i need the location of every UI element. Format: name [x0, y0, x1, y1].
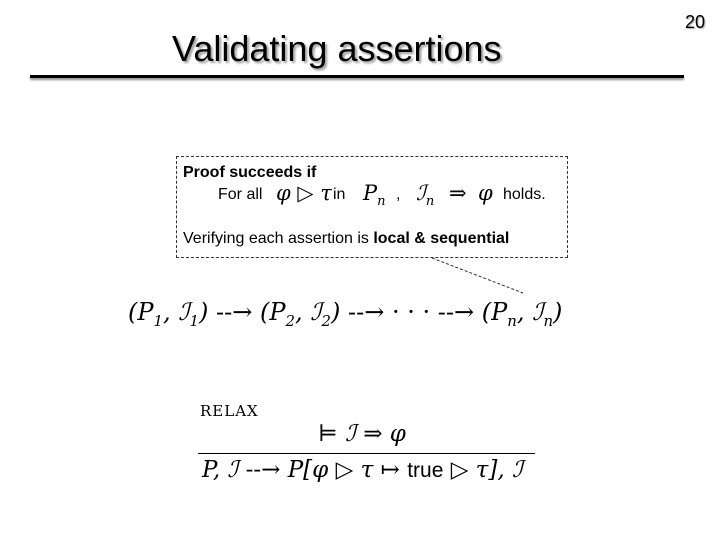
inference-line	[198, 453, 535, 454]
relax-rule-label: RELAX	[200, 402, 259, 420]
step-arrow-1: --→	[216, 298, 253, 326]
step-arrow-2: --→	[348, 298, 385, 326]
slide-title: Validating assertions	[172, 28, 502, 69]
ellipsis: · · ·	[392, 298, 431, 326]
phi-symbol: φ	[478, 181, 493, 205]
invariant-in: ℐ$_n$	[416, 181, 435, 210]
program-pn: $P_n$	[363, 181, 386, 210]
relax-arrow: --→	[245, 457, 281, 483]
config-n: ($P_n$, ℐ$_n$)	[481, 298, 563, 330]
in-text: in	[333, 186, 346, 203]
step-arrow-3: --→	[437, 298, 475, 326]
page-number: 20	[685, 12, 706, 32]
implies-symbol: ⇒	[449, 181, 467, 205]
comma-text: ,	[396, 186, 401, 203]
relax-premise: ⊨ ℐ ⇒ φ	[318, 421, 406, 447]
for-all-text: For all	[218, 186, 263, 203]
relax-conclusion: P, ℐ --→ P[φ ▷ τ ↦ true ▷ τ], ℐ	[202, 457, 523, 483]
true-word: true	[407, 459, 444, 482]
verifying-text: Verifying each assertion is local & sequential	[183, 230, 510, 247]
config-1: ($P_1$, ℐ$_1$)	[128, 298, 209, 330]
local-sequential-text: local & sequential	[373, 230, 510, 247]
holds-text: holds.	[503, 186, 546, 203]
config-sequence	[128, 298, 562, 330]
proof-succeeds-text: Proof succeeds if	[183, 164, 317, 181]
assertion-symbol: φ ▷ τ	[276, 181, 332, 205]
config-2: ($P_2$, ℐ$_2$)	[260, 298, 341, 330]
